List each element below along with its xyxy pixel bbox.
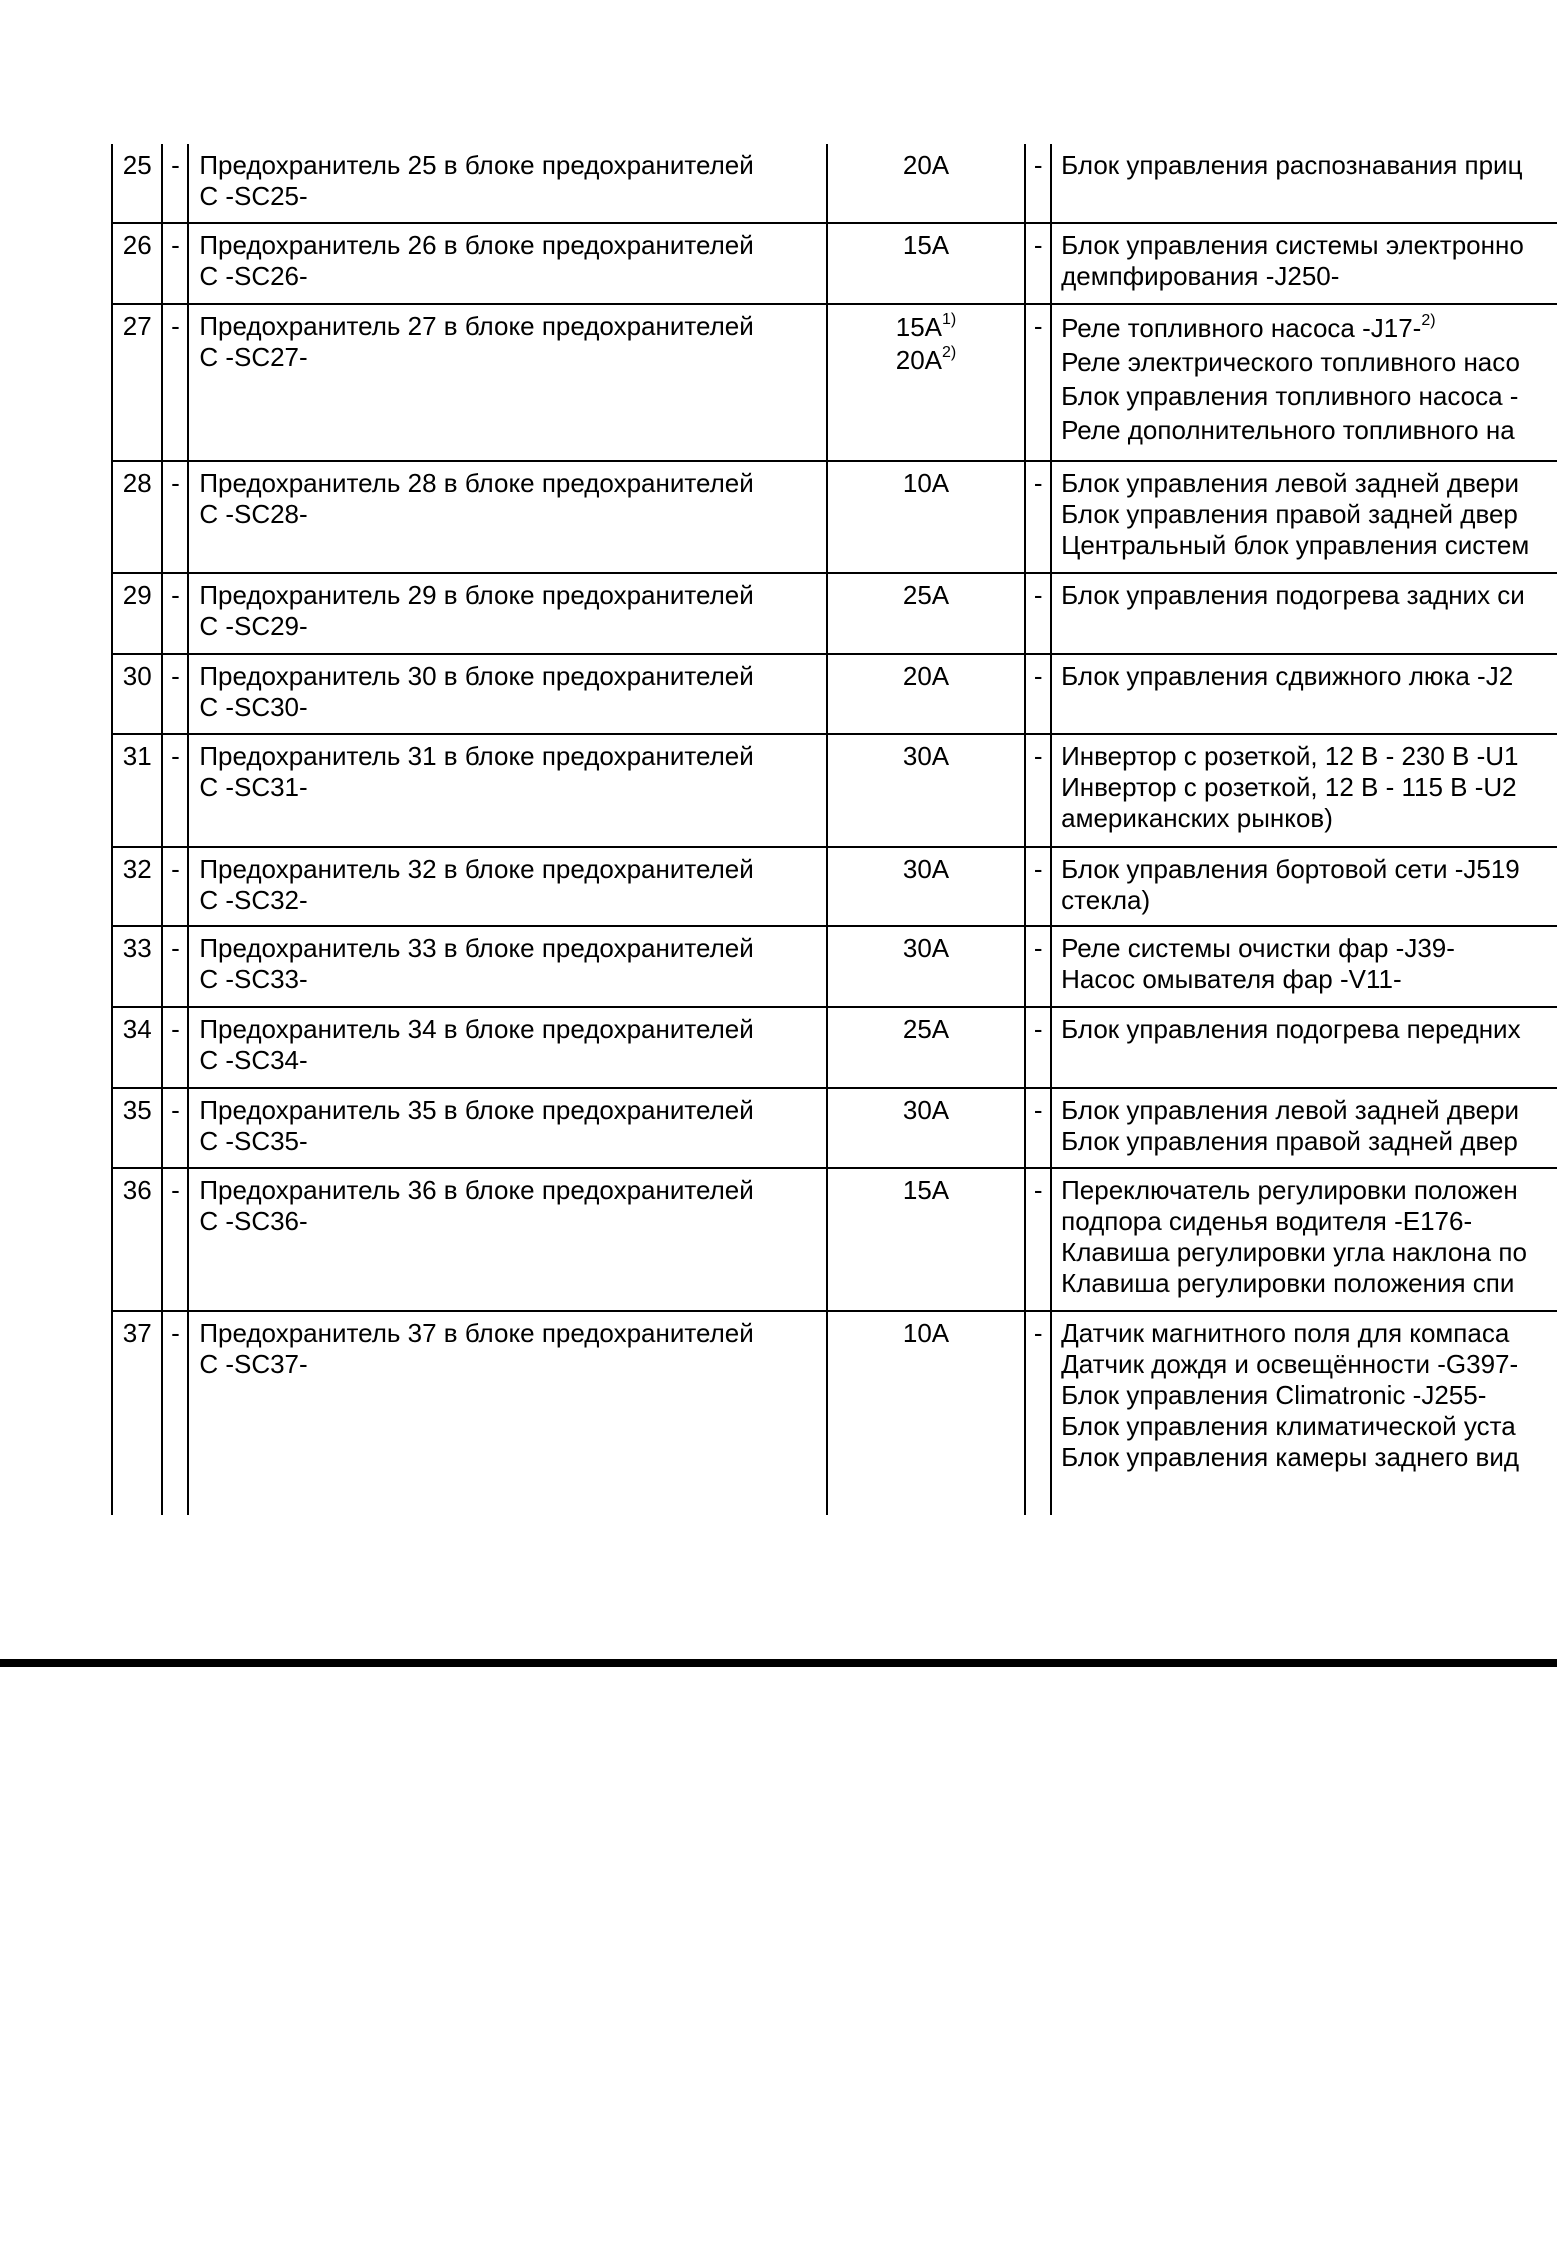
fuse-amperage <box>827 573 1026 654</box>
separator-dash: - <box>162 1088 188 1168</box>
separator-dash: - <box>1025 926 1051 1007</box>
fuse-name-line: Предохранитель 26 в блоке предохранителей <box>199 230 754 260</box>
fuse-consumers <box>1051 1088 1557 1168</box>
fuse-number: 30 <box>112 654 162 734</box>
fuse-name <box>188 1088 826 1168</box>
amperage-value <box>828 150 1025 181</box>
amperage-value <box>828 933 1025 964</box>
consumer-text: стекла) <box>1061 885 1151 915</box>
consumer-text: Реле топливного насоса -J17- <box>1061 313 1422 343</box>
fuse-name <box>188 144 826 223</box>
separator-dash: - <box>162 1168 188 1311</box>
fuse-row <box>112 304 1557 461</box>
consumer-text: Блок управления Climatronic -J255- <box>1061 1380 1487 1410</box>
separator-dash: - <box>1025 573 1051 654</box>
consumer-line <box>1061 150 1557 181</box>
consumer-line <box>1061 741 1557 772</box>
consumer-line <box>1061 854 1557 885</box>
consumer-line <box>1061 230 1557 261</box>
consumer-line <box>1061 1349 1557 1380</box>
fuse-row <box>112 734 1557 847</box>
amperage-value <box>828 1318 1025 1349</box>
page-footer-rule <box>0 1659 1557 1667</box>
fuse-number: 29 <box>112 573 162 654</box>
fuse-name-line: C -SC27- <box>199 342 308 372</box>
consumer-text: Блок управления камеры заднего вид <box>1061 1442 1520 1472</box>
separator-dash: - <box>162 654 188 734</box>
fuse-name-line: C -SC34- <box>199 1045 308 1075</box>
fuse-name-line: Предохранитель 36 в блоке предохранителей <box>199 1175 754 1205</box>
separator-dash: - <box>162 144 188 223</box>
amperage-value <box>828 311 1025 344</box>
amperage-text: 20A <box>902 661 950 691</box>
consumer-text: Блок управления топливного насоса - <box>1061 381 1519 411</box>
consumer-text: Блок управления подогрева передних <box>1061 1014 1521 1044</box>
fuse-name-line: C -SC32- <box>199 885 308 915</box>
separator-dash: - <box>1025 1088 1051 1168</box>
fuse-name-line: Предохранитель 28 в блоке предохранителей <box>199 468 754 498</box>
consumer-text: Инвертор с розеткой, 12 В - 230 В -U1 <box>1061 741 1519 771</box>
amperage-value <box>828 580 1025 611</box>
separator-dash: - <box>1025 1007 1051 1088</box>
fuse-row <box>112 926 1557 1007</box>
amperage-text: 15A <box>902 230 950 260</box>
fuse-number: 33 <box>112 926 162 1007</box>
separator-dash: - <box>1025 144 1051 223</box>
fuse-row <box>112 1007 1557 1088</box>
fuse-consumers <box>1051 1311 1557 1515</box>
fuse-number: 35 <box>112 1088 162 1168</box>
consumer-line <box>1061 580 1557 611</box>
fuse-number: 26 <box>112 223 162 304</box>
fuse-row <box>112 223 1557 304</box>
consumer-line <box>1061 1380 1557 1411</box>
fuse-name <box>188 654 826 734</box>
separator-dash: - <box>162 461 188 573</box>
fuse-name-line: Предохранитель 34 в блоке предохранителей <box>199 1014 754 1044</box>
footnote-marker: 1) <box>942 311 957 329</box>
separator-dash: - <box>162 1311 188 1515</box>
fuse-name-line: Предохранитель 29 в блоке предохранителей <box>199 580 754 610</box>
fuse-row <box>112 461 1557 573</box>
fuse-row <box>112 1311 1557 1515</box>
separator-dash: - <box>162 304 188 461</box>
fuse-consumers <box>1051 573 1557 654</box>
fuse-name-line: C -SC25- <box>199 181 308 211</box>
amperage-text: 10A <box>902 1318 950 1348</box>
amperage-value <box>828 468 1025 499</box>
fuse-table-body <box>112 144 1557 1515</box>
consumer-line <box>1061 311 1557 345</box>
amperage-text: 25A <box>902 1014 950 1044</box>
amperage-value <box>828 854 1025 885</box>
separator-dash: - <box>162 223 188 304</box>
fuse-name <box>188 1168 826 1311</box>
amperage-text: 20A <box>895 345 943 375</box>
fuse-number: 37 <box>112 1311 162 1515</box>
amperage-text: 15A <box>895 312 943 342</box>
consumer-text: Клавиша регулировки угла наклона по <box>1061 1237 1527 1267</box>
consumer-line <box>1061 1268 1557 1299</box>
separator-dash: - <box>1025 223 1051 304</box>
separator-dash: - <box>162 1007 188 1088</box>
separator-dash: - <box>1025 847 1051 926</box>
consumer-text: Блок управления левой задней двери <box>1061 1095 1520 1125</box>
amperage-value <box>828 1175 1025 1206</box>
consumer-text: Блок управления правой задней двер <box>1061 1126 1518 1156</box>
consumer-line <box>1061 933 1557 964</box>
fuse-amperage <box>827 1168 1026 1311</box>
consumer-text: Клавиша регулировки положения спи <box>1061 1268 1515 1298</box>
fuse-amperage <box>827 654 1026 734</box>
consumer-line <box>1061 1237 1557 1268</box>
fuse-name <box>188 573 826 654</box>
footnote-marker: 2) <box>1421 312 1436 330</box>
amperage-value <box>828 661 1025 692</box>
fuse-table <box>111 144 1557 1515</box>
separator-dash: - <box>162 734 188 847</box>
consumer-text: Реле дополнительного топливного на <box>1061 415 1515 445</box>
fuse-number: 31 <box>112 734 162 847</box>
amperage-text: 30A <box>902 741 950 771</box>
fuse-name-line: Предохранитель 35 в блоке предохранителей <box>199 1095 754 1125</box>
fuse-amperage <box>827 926 1026 1007</box>
fuse-name <box>188 223 826 304</box>
fuse-name-line: C -SC35- <box>199 1126 308 1156</box>
footnote-marker: 2) <box>942 344 957 362</box>
fuse-consumers <box>1051 223 1557 304</box>
fuse-name-line: Предохранитель 31 в блоке предохранителей <box>199 741 754 771</box>
consumer-text: Центральный блок управления систем <box>1061 530 1530 560</box>
separator-dash: - <box>162 847 188 926</box>
consumer-line <box>1061 803 1557 834</box>
fuse-name-line: Предохранитель 30 в блоке предохранителей <box>199 661 754 691</box>
consumer-text: Блок управления бортовой сети -J519 <box>1061 854 1520 884</box>
fuse-number: 32 <box>112 847 162 926</box>
consumer-line <box>1061 885 1557 916</box>
consumer-text: Насос омывателя фар -V11- <box>1061 964 1402 994</box>
consumer-line <box>1061 261 1557 292</box>
consumer-text: американских рынков) <box>1061 803 1333 833</box>
fuse-consumers <box>1051 847 1557 926</box>
consumer-line <box>1061 530 1557 561</box>
consumer-text: демпфирования -J250- <box>1061 261 1340 291</box>
consumer-text: подпора сиденья водителя -E176- <box>1061 1206 1473 1236</box>
fuse-name-line: C -SC33- <box>199 964 308 994</box>
consumer-text: Датчик магнитного поля для компаса <box>1061 1318 1510 1348</box>
consumer-text: Блок управления правой задней двер <box>1061 499 1518 529</box>
fuse-amperage <box>827 847 1026 926</box>
consumer-text: Блок управления сдвижного люка -J2 <box>1061 661 1514 691</box>
fuse-amperage <box>827 1007 1026 1088</box>
fuse-name-line: C -SC28- <box>199 499 308 529</box>
fuse-number: 27 <box>112 304 162 461</box>
fuse-consumers <box>1051 734 1557 847</box>
consumer-text: Реле системы очистки фар -J39- <box>1061 933 1455 963</box>
fuse-number: 36 <box>112 1168 162 1311</box>
separator-dash: - <box>1025 1168 1051 1311</box>
fuse-name-line: C -SC26- <box>199 261 308 291</box>
fuse-name-line: Предохранитель 33 в блоке предохранителей <box>199 933 754 963</box>
fuse-consumers <box>1051 304 1557 461</box>
fuse-amperage <box>827 144 1026 223</box>
consumer-line <box>1061 1095 1557 1126</box>
fuse-name-line: C -SC36- <box>199 1206 308 1236</box>
consumer-text: Блок управления системы электронно <box>1061 230 1524 260</box>
fuse-consumers <box>1051 926 1557 1007</box>
fuse-consumers <box>1051 461 1557 573</box>
amperage-value <box>828 230 1025 261</box>
separator-dash: - <box>1025 654 1051 734</box>
fuse-row <box>112 1088 1557 1168</box>
separator-dash: - <box>1025 304 1051 461</box>
fuse-name <box>188 461 826 573</box>
fuse-number: 34 <box>112 1007 162 1088</box>
amperage-text: 25A <box>902 580 950 610</box>
fuse-name-line: C -SC31- <box>199 772 308 802</box>
consumer-line <box>1061 1411 1557 1442</box>
consumer-text: Переключатель регулировки положен <box>1061 1175 1518 1205</box>
fuse-name-line: Предохранитель 27 в блоке предохранителей <box>199 311 754 341</box>
fuse-amperage <box>827 223 1026 304</box>
fuse-name-line: Предохранитель 37 в блоке предохранителей <box>199 1318 754 1348</box>
consumer-line <box>1061 379 1557 413</box>
consumer-line <box>1061 413 1557 447</box>
fuse-name <box>188 1311 826 1515</box>
consumer-text: Блок управления распознавания приц <box>1061 150 1523 180</box>
consumer-line <box>1061 1014 1557 1045</box>
amperage-value <box>828 741 1025 772</box>
fuse-amperage <box>827 304 1026 461</box>
consumer-line <box>1061 1206 1557 1237</box>
separator-dash: - <box>1025 461 1051 573</box>
fuse-amperage <box>827 1311 1026 1515</box>
consumer-line <box>1061 1442 1557 1473</box>
amperage-value <box>828 1014 1025 1045</box>
consumer-line <box>1061 772 1557 803</box>
amperage-text: 20A <box>902 150 950 180</box>
amperage-text: 30A <box>902 854 950 884</box>
fuse-row <box>112 144 1557 223</box>
separator-dash: - <box>1025 734 1051 847</box>
consumer-line <box>1061 468 1557 499</box>
fuse-amperage <box>827 1088 1026 1168</box>
separator-dash: - <box>1025 1311 1051 1515</box>
fuse-name-line: C -SC37- <box>199 1349 308 1379</box>
consumer-line <box>1061 1318 1557 1349</box>
fuse-number: 25 <box>112 144 162 223</box>
amperage-text: 30A <box>902 933 950 963</box>
fuse-name-line: C -SC29- <box>199 611 308 641</box>
fuse-name-line: C -SC30- <box>199 692 308 722</box>
fuse-row <box>112 1168 1557 1311</box>
amperage-value <box>828 1095 1025 1126</box>
fuse-name <box>188 926 826 1007</box>
fuse-amperage <box>827 461 1026 573</box>
fuse-consumers <box>1051 1007 1557 1088</box>
consumer-line <box>1061 1175 1557 1206</box>
amperage-value <box>828 344 1025 377</box>
separator-dash: - <box>162 926 188 1007</box>
fuse-consumers <box>1051 654 1557 734</box>
fuse-consumers <box>1051 1168 1557 1311</box>
fuse-name <box>188 304 826 461</box>
amperage-text: 30A <box>902 1095 950 1125</box>
fuse-amperage <box>827 734 1026 847</box>
fuse-name <box>188 847 826 926</box>
fuse-consumers <box>1051 144 1557 223</box>
consumer-text: Реле электрического топливного насо <box>1061 347 1521 377</box>
consumer-text: Инвертор с розеткой, 12 В - 115 В -U2 <box>1061 772 1517 802</box>
consumer-text: Блок управления левой задней двери <box>1061 468 1520 498</box>
fuse-row <box>112 654 1557 734</box>
consumer-line <box>1061 1126 1557 1157</box>
fuse-name <box>188 1007 826 1088</box>
fuse-row <box>112 847 1557 926</box>
fuse-name-line: Предохранитель 32 в блоке предохранителей <box>199 854 754 884</box>
consumer-line <box>1061 345 1557 379</box>
consumer-line <box>1061 964 1557 995</box>
consumer-text: Блок управления подогрева задних си <box>1061 580 1525 610</box>
fuse-name-line: Предохранитель 25 в блоке предохранителей <box>199 150 754 180</box>
amperage-text: 10A <box>902 468 950 498</box>
consumer-text: Датчик дождя и освещённости -G397- <box>1061 1349 1519 1379</box>
consumer-line <box>1061 499 1557 530</box>
amperage-text: 15A <box>902 1175 950 1205</box>
fuse-name <box>188 734 826 847</box>
separator-dash: - <box>162 573 188 654</box>
consumer-text: Блок управления климатической уста <box>1061 1411 1516 1441</box>
fuse-number: 28 <box>112 461 162 573</box>
consumer-line <box>1061 661 1557 692</box>
fuse-row <box>112 573 1557 654</box>
